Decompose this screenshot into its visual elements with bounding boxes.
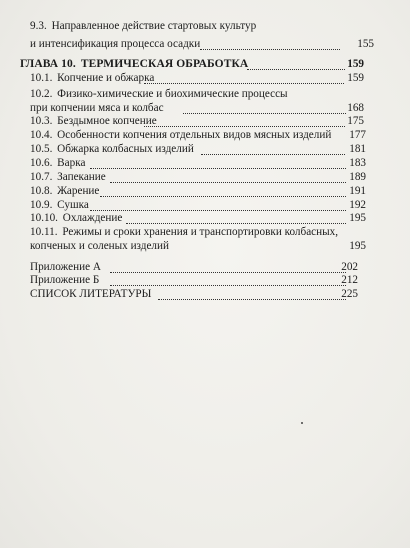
toc-leader-dots <box>158 299 346 300</box>
toc-entry-title-continued: и интенсификация процесса осадки <box>30 38 201 50</box>
toc-entry-number: 10.2. <box>30 88 53 100</box>
toc-entry-title-continued: при копчении мяса и колбас <box>30 102 164 114</box>
toc-entry-10-4 <box>30 129 331 142</box>
toc-chapter-10 <box>20 58 248 71</box>
toc-entry-10-3 <box>30 115 157 128</box>
toc-page-number: 168 <box>347 102 364 114</box>
toc-leader-dots <box>201 154 345 155</box>
toc-entry-number: 10.5. <box>30 143 53 155</box>
toc-entry-title: Охлаждение <box>62 212 123 224</box>
toc-entry-10-5 <box>30 143 194 156</box>
toc-leader-dots <box>200 49 340 50</box>
toc-entry-title: Сушка <box>57 199 89 211</box>
toc-leader-dots <box>110 182 346 183</box>
toc-page-number: 177 <box>349 129 366 141</box>
toc-entry-title: Копчение и обжарка <box>57 72 155 84</box>
toc-page-number: 195 <box>349 212 366 224</box>
toc-entry-10-6 <box>30 157 85 170</box>
toc-entry-title: Физико-химические и биохимические процессы <box>57 88 288 100</box>
toc-leader-dots <box>144 126 345 127</box>
toc-appendix-b <box>30 274 99 287</box>
toc-leader-dots <box>100 196 346 197</box>
toc-entry-title: Запекание <box>57 171 106 183</box>
toc-page-number: 181 <box>349 143 366 155</box>
toc-entry-10-8 <box>30 185 99 198</box>
toc-page-number: 225 <box>341 288 358 300</box>
toc-leader-dots <box>247 69 345 70</box>
toc-entry-number: 9.3. <box>30 20 47 32</box>
toc-entry-title: Варка <box>57 157 86 169</box>
toc-entry-title: Обжарка колбасных изделий <box>57 143 194 155</box>
toc-page-number: 212 <box>341 274 358 286</box>
toc-leader-dots <box>110 272 346 273</box>
toc-entry-number: 10.9. <box>30 199 53 211</box>
toc-entry-10-7 <box>30 171 106 184</box>
toc-entry-title: Особенности копчения отдельных видов мясных изделий <box>57 129 332 141</box>
toc-entry-title: Режимы и сроки хранения и транспортировки колбасных, <box>62 226 339 238</box>
toc-page-number: 175 <box>347 115 364 127</box>
toc-entry-10-11-line-2 <box>30 240 169 253</box>
toc-leader-dots <box>144 83 344 84</box>
print-speck <box>301 422 303 424</box>
toc-entry-title-continued: копченых и соленых изделий <box>30 240 169 252</box>
chapter-title: ТЕРМИЧЕСКАЯ ОБРАБОТКА <box>80 58 249 70</box>
toc-entry-9-3-line-2 <box>30 38 200 51</box>
toc-leader-dots <box>90 210 346 211</box>
toc-page-number: 183 <box>349 157 366 169</box>
toc-bibliography <box>30 288 151 301</box>
toc-entry-number: 10.6. <box>30 157 53 169</box>
toc-entry-number: 10.7. <box>30 171 53 183</box>
toc-entry-title: Приложение А <box>30 261 101 273</box>
toc-entry-number: 10.3. <box>30 115 53 127</box>
toc-entry-title: Жарение <box>57 185 100 197</box>
toc-leader-dots <box>183 113 346 114</box>
toc-entry-title: СПИСОК ЛИТЕРАТУРЫ <box>30 288 152 300</box>
toc-entry-10-2-line-2 <box>30 102 164 115</box>
toc-entry-number: 10.4. <box>30 129 53 141</box>
toc-entry-10-1 <box>30 72 154 85</box>
toc-entry-number: 10.11. <box>30 226 58 238</box>
toc-entry-10-11-line-1 <box>30 226 338 239</box>
toc-page-number: 159 <box>347 58 364 70</box>
toc-page-number: 195 <box>349 240 366 252</box>
toc-entry-10-9 <box>30 199 89 212</box>
toc-page-number: 191 <box>349 185 366 197</box>
toc-entry-10-2-line-1 <box>30 88 288 101</box>
toc-entry-10-10 <box>30 212 122 225</box>
toc-appendix-a <box>30 261 101 274</box>
toc-page-number: 155 <box>357 38 374 50</box>
toc-page-number: 189 <box>349 171 366 183</box>
toc-entry-title: Направленное действие стартовых культур <box>51 20 257 32</box>
toc-leader-dots <box>90 168 346 169</box>
toc-leader-dots <box>110 285 346 286</box>
toc-page-number: 202 <box>341 261 358 273</box>
toc-entry-number: 10.10. <box>30 212 58 224</box>
chapter-number: ГЛАВА 10. <box>20 58 76 70</box>
toc-entry-number: 10.1. <box>30 72 53 84</box>
toc-entry-title: Бездымное копчение <box>57 115 157 127</box>
toc-entry-title: Приложение Б <box>30 274 100 286</box>
toc-page-number: 192 <box>349 199 366 211</box>
toc-page-number: 159 <box>347 72 364 84</box>
toc-leader-dots <box>126 223 346 224</box>
toc-entry-9-3-line-1 <box>30 20 256 33</box>
toc-entry-number: 10.8. <box>30 185 53 197</box>
